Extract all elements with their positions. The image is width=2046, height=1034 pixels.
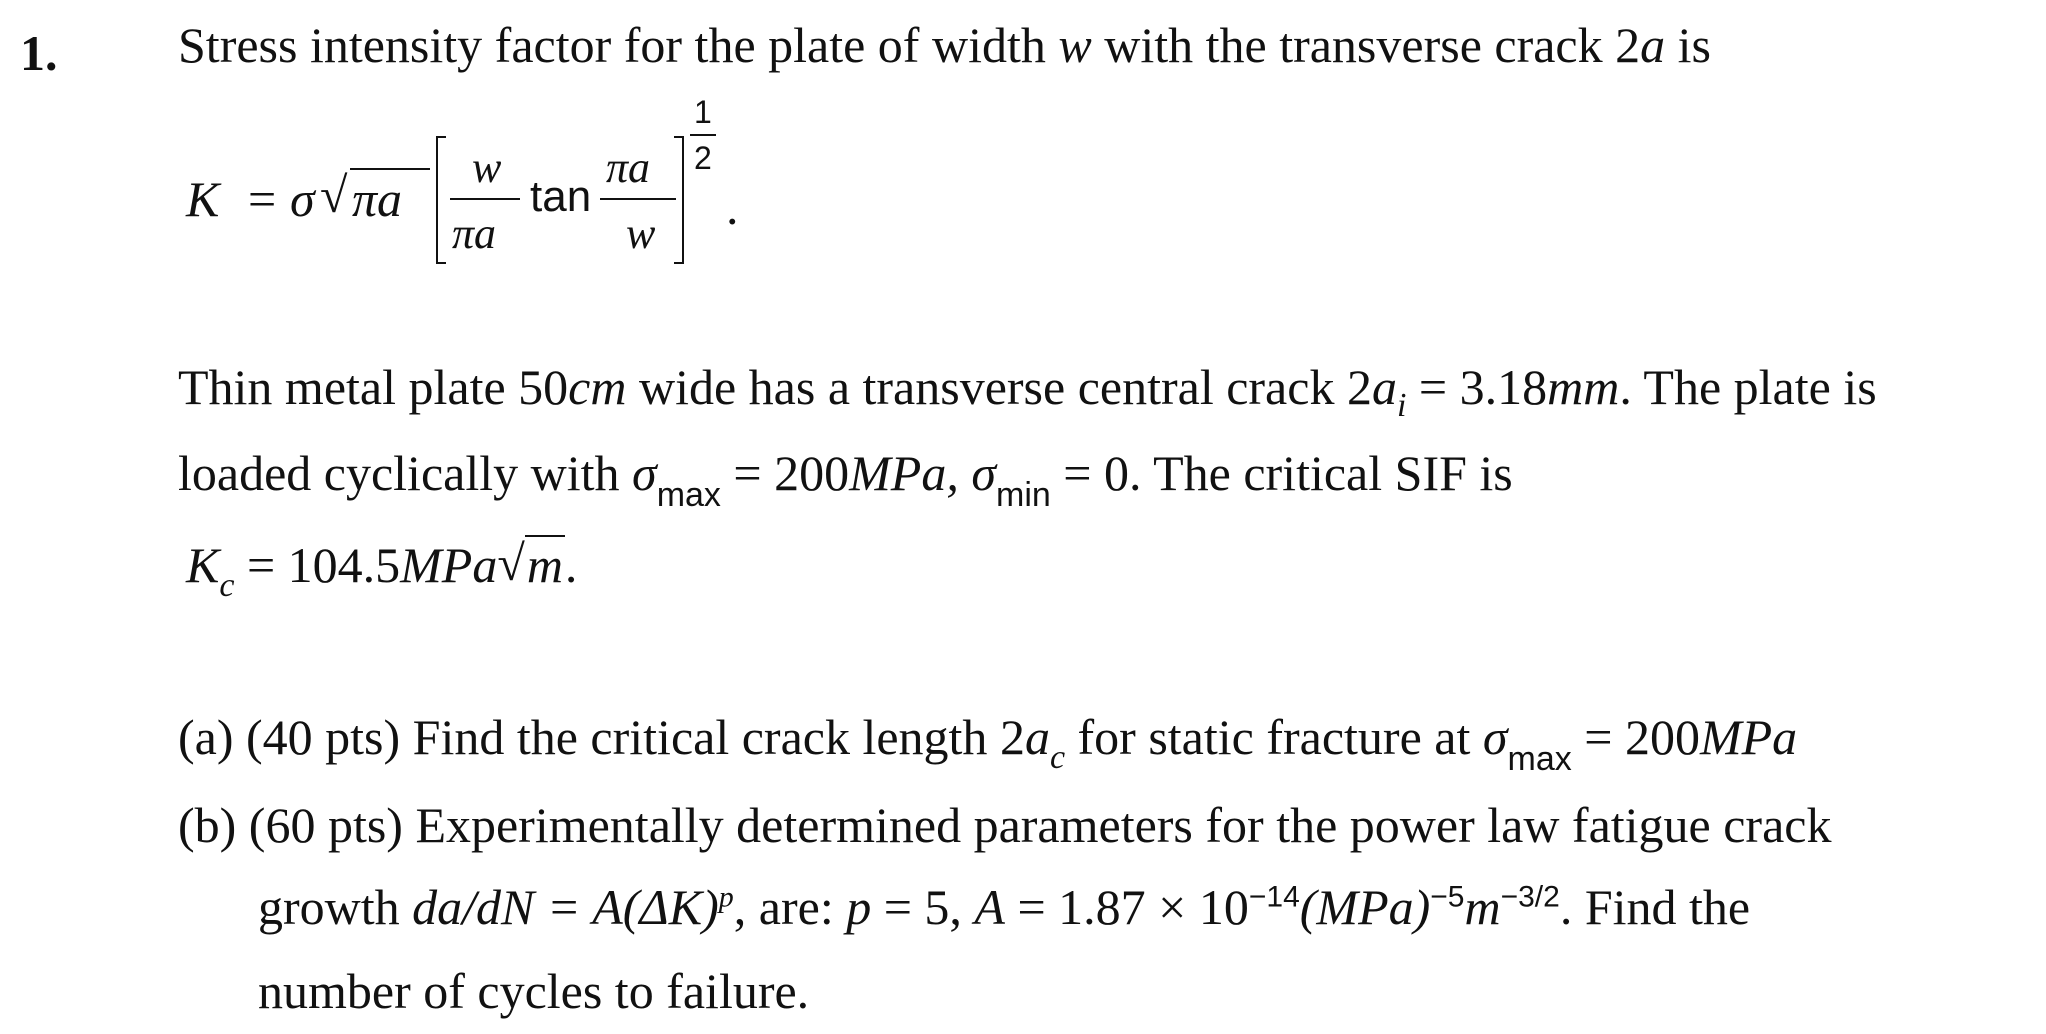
part-a-unit: MPa [1699, 709, 1798, 765]
para1-line2-text: loaded cyclically with [178, 445, 620, 501]
frac2-line [600, 198, 676, 200]
kc-value: = 104.5 [246, 537, 401, 593]
initial-crack-a: a [1371, 359, 1397, 415]
kc-subscript: c [219, 567, 235, 604]
right-bracket-top [674, 136, 684, 138]
part-b-find-text: . Find the [1559, 879, 1751, 935]
para1-text-c: . The plate is [1619, 359, 1877, 415]
formula-K: K [186, 171, 220, 227]
sigma-min-symbol: σ [971, 445, 996, 501]
sigma-min-value: = 0. [1063, 445, 1142, 501]
para1-line2 [178, 445, 1513, 514]
part-b-growth-text: growth [258, 879, 400, 935]
frac1-numerator: w [472, 143, 502, 192]
part-a-mid-text: for static fracture at [1077, 709, 1471, 765]
para1-line3 [186, 535, 578, 604]
paris-law: da/dN = A(ΔK) [412, 879, 719, 935]
left-bracket [436, 136, 438, 264]
part-a-value: = 200 [1584, 709, 1700, 765]
kc-period: . [564, 537, 578, 593]
param-A-mpa-exponent: −5 [1430, 880, 1465, 914]
exponent-numerator: 1 [694, 94, 712, 130]
param-p-symbol: p [846, 879, 872, 935]
frac2-denominator: w [626, 209, 656, 258]
intro-text-3: is [1677, 17, 1711, 73]
crack-variable: a [1640, 17, 1666, 73]
kc-unit-mpa: MPa [400, 537, 498, 593]
formula-sigma: σ [290, 171, 315, 227]
part-b-line2 [258, 879, 1751, 935]
intro-text: Stress intensity factor for the plate of width [178, 17, 1046, 73]
initial-crack-subscript: i [1396, 387, 1407, 424]
frac1-line [450, 198, 520, 200]
param-p-value: = 5, [883, 879, 962, 935]
formula-sqrt-symbol: √ [320, 167, 348, 223]
paris-law-exponent: p [718, 880, 734, 914]
kc-sqrt-symbol: √ [497, 535, 525, 591]
sigma-max-symbol: σ [632, 445, 657, 501]
right-bracket [682, 136, 684, 264]
left-bracket-bottom [436, 262, 446, 264]
formula-equals: = [248, 171, 277, 227]
para1-text-a: Thin metal plate 50 [178, 359, 569, 415]
formula-tan: tan [530, 172, 592, 221]
intro-text-2: with the transverse crack 2 [1104, 17, 1641, 73]
intro-line [178, 17, 1711, 73]
part-a-sigma: σ [1482, 709, 1508, 765]
part-b-line1: (b) (60 pts) Experimentally determined parameters for the power law fatigue crack [178, 797, 1832, 853]
param-A-symbol: A [974, 879, 1005, 935]
initial-crack-2: 2 [1346, 359, 1372, 415]
kc-unit-m: m [526, 537, 563, 593]
part-b-line3: number of cycles to failure. [258, 963, 810, 1019]
initial-crack-value: = 3.18 [1418, 359, 1548, 415]
exponent-line [690, 134, 716, 136]
part-a-label: (a) (40 pts) Find the critical crack length [178, 709, 988, 765]
formula-pi-a: πa [352, 171, 403, 227]
para1-text-b: wide has a transverse central crack [638, 359, 1335, 415]
param-A-unit-m: m [1464, 879, 1501, 935]
critical-crack-a: a [1024, 709, 1050, 765]
param-A-value: = 1.87 × 10 [1017, 879, 1249, 935]
param-A-m-exponent: −3/2 [1500, 880, 1560, 914]
critical-sif-text: The critical SIF is [1153, 445, 1513, 501]
part-b-are-text: , are: [733, 879, 834, 935]
left-bracket-top [436, 136, 446, 138]
unit-cm: cm [568, 359, 627, 415]
frac1-denominator: πa [452, 209, 497, 258]
sigma-min-subscript: min [996, 476, 1051, 514]
problem-number: 1. [20, 25, 58, 81]
part-a [178, 709, 1798, 778]
critical-crack-2: 2 [999, 709, 1025, 765]
part-a-max-subscript: max [1507, 740, 1572, 778]
sigma-max-subscript: max [656, 476, 721, 514]
param-A-exponent: −14 [1248, 880, 1300, 914]
right-bracket-bottom [674, 262, 684, 264]
para1-line1 [178, 359, 1877, 424]
frac2-numerator: πa [606, 143, 651, 192]
unit-mm: mm [1547, 359, 1620, 415]
kc-symbol: K [186, 537, 220, 593]
unit-mpa: MPa, [849, 445, 959, 501]
width-variable: w [1058, 17, 1092, 73]
param-A-unit-mpa: (MPa) [1299, 879, 1431, 935]
exponent-denominator: 2 [694, 140, 712, 176]
sigma-max-value: = 200 [733, 445, 850, 501]
critical-crack-subscript: c [1049, 739, 1066, 776]
formula-period: . [726, 179, 739, 235]
